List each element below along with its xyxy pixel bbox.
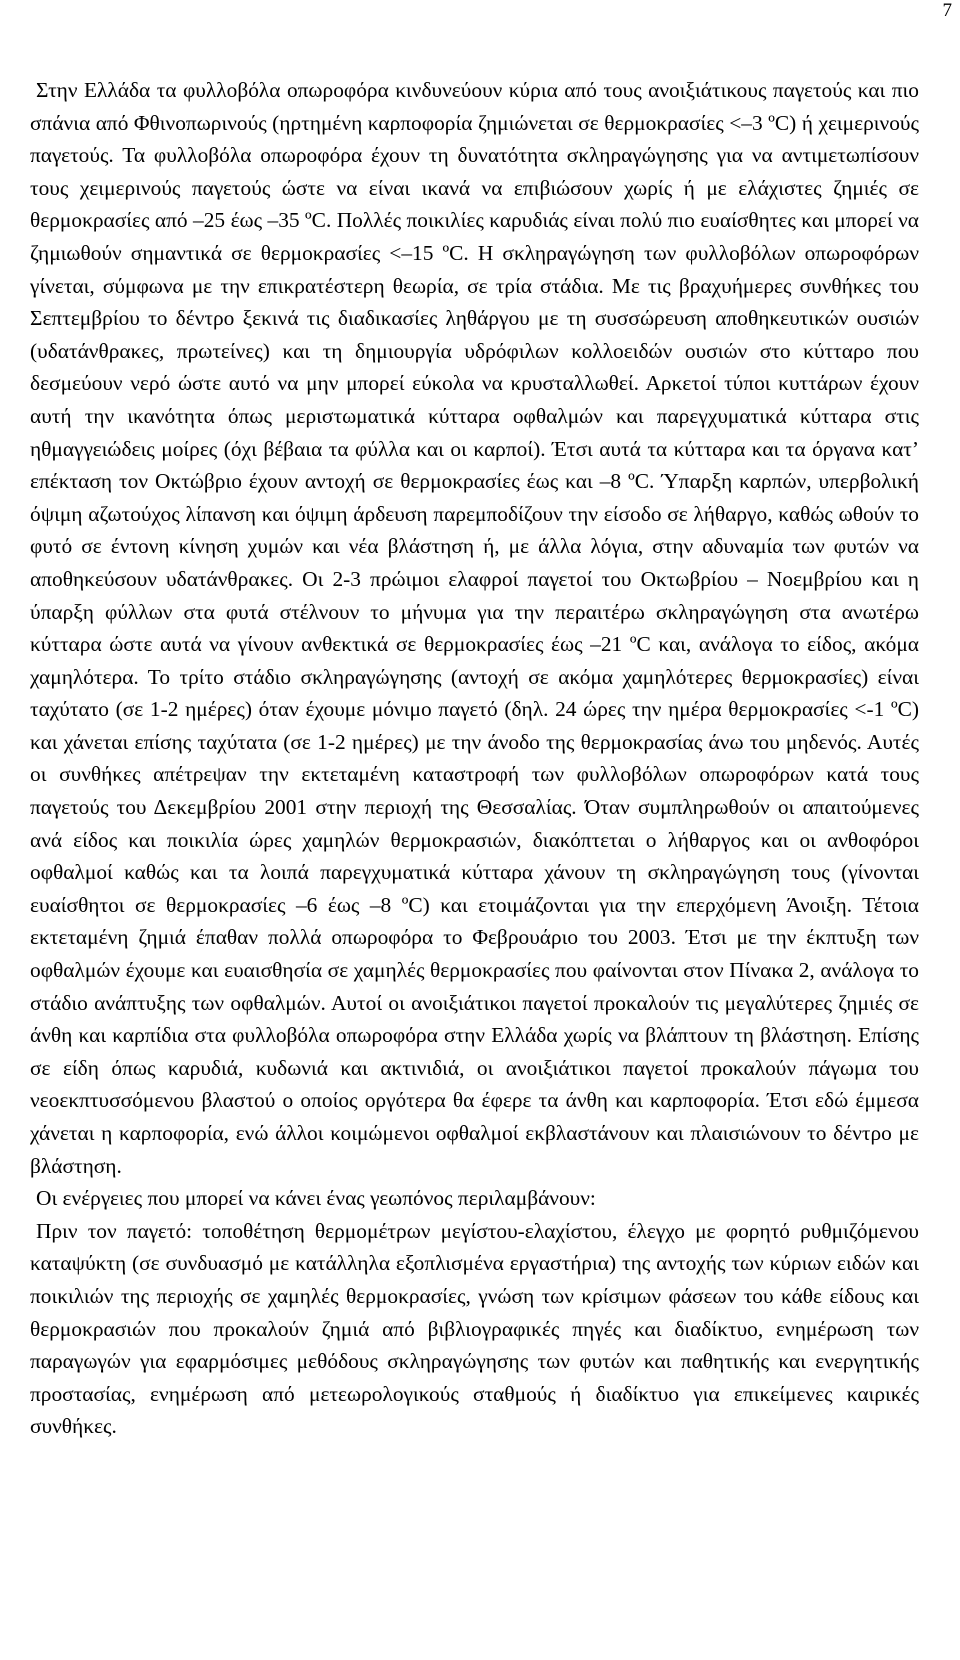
paragraph-before-frost: Πριν τον παγετό: τοποθέτηση θερμομέτρων μεγίστου-ελαχίστου, έλεγχο με φορητό ρυθμιζόμενου καταψύκτη (σε συνδυασμό με κατάλληλα εξοπλισμένα εργαστήρια) της αντοχής των κύριων ειδών και ποικιλιών της περιοχής σε χαμηλές θερμοκρασίες, γνώση των κρίσιμων φάσεων του κάθε είδους και θερμοκρασιών που προκαλούν ζημιά από βιβλιογραφικές πηγές και διαδίκτυο, ενημέρωση των παραγωγών για εφαρμόσιμες μεθόδους σκληραγώγησης των φυτών και παθητικής και ενεργητικής προστασίας, ενημέρωση από μετεωρολογικούς σταθμούς ή διαδίκτυο για επικείμενες καιρικές συνθήκες. — [30, 1218, 919, 1439]
paragraph-agronomist-actions-intro: Οι ενέργειες που μπορεί να κάνει ένας γεωπόνος περιλαμβάνουν: — [36, 1186, 596, 1211]
document-body — [30, 74, 919, 1443]
paragraph-frost-hardening: Στην Ελλάδα τα φυλλοβόλα οπωροφόρα κινδυνεύουν κύρια από τους ανοιξιάτικους παγετούς και πιο σπάνια από Φθινοπωρινούς (ηρτημένη καρποφορία ζημιώνεται σε θερμοκρασίες <–3 ºC) ή χειμερινούς παγετούς. Τα φυλλοβόλα οπωροφόρα έχουν τη δυνατότητα σκληραγώγησης για να αντιμετωπίσουν τους χειμερινούς παγετούς ώστε να είναι ικανά να επιβιώσουν χωρίς ή με ελάχιστες ζημιές σε θερμοκρασίες από –25 έως –35 ºC. Πολλές ποικιλίες καρυδιάς είναι πολύ πιο ευαίσθητες και μπορεί να ζημιωθούν σημαντικά σε θερμοκρασίες <–15 ºC. Η σκληραγώγηση των φυλλοβόλων οπωροφόρων γίνεται, σύμφωνα με την επικρατέστερη θεωρία, σε τρία στάδια. Με τις βραχυήμερες συνθήκες του Σεπτεμβρίου το δέντρο ξεκινά τις διαδικασίες ληθάργου με τη συσσώρευση αποθηκευτικών ουσιών (υδατάνθρακες, πρωτείνες) και τη δημιουργία υδρόφιλων κολλοειδών ουσιών στο κύτταρο που δεσμεύουν νερό ώστε αυτό να μην μπορεί εύκολα να κρυσταλλωθεί. Αρκετοί τύποι κυττάρων έχουν αυτή την ικανότητα όπως μεριστωματικά κύτταρα οφθαλμών και παρεγχυματικά κύτταρα στις ηθμαγγειώδεις μοίρες (όχι βέβαια τα φύλλα και οι καρποί). Έτσι αυτά τα κύτταρα και τα όργανα κατ’ επέκταση τον Οκτώβριο έχουν αντοχή σε θερμοκρασίες έως και –8 ºC. Ύπαρξη καρπών, υπερβολική όψιμη αζωτούχος λίπανση και όψιμη άρδευση παρεμποδίζουν την είσοδο σε λήθαργο, καθώς ωθούν το φυτό σε έντονη κίνηση χυμών και νέα βλάστηση ή, με άλλα λόγια, στην αδυναμία των φυτών να αποθηκεύσουν υδατάνθρακες. Οι 2-3 πρώιμοι ελαφροί παγετοί του Οκτωβρίου – Νοεμβρίου και η ύπαρξη φύλλων στα φυτά στέλνουν το μήνυμα για την περαιτέρω σκληραγώγηση στα ανωτέρω κύτταρα ώστε αυτά να γίνουν ανθεκτικά σε θερμοκρασίες έως –21 ºC και, ανάλογα το είδος, ακόμα χαμηλότερα. Το τρίτο στάδιο σκληραγώγησης (αντοχή σε ακόμα χαμηλότερες θερμοκρασίες) είναι ταχύτατο (σε 1-2 ημέρες) όταν έχουμε μόνιμο παγετό (δηλ. 24 ώρες την ημέρα θερμοκρασίες <-1 ºC) και χάνεται επίσης ταχύτατα (σε 1-2 ημέρες) με την άνοδο της θερμοκρασίας άνω του μηδενός. Αυτές οι συνθήκες απέτρεψαν την εκτεταμένη καταστροφή των φυλλοβόλων οπωροφόρων κατά τους παγετούς του Δεκεμβρίου 2001 στην περιοχή της Θεσσαλίας. Όταν συμπληρωθούν οι απαιτούμενες ανά είδος και ποικιλία ώρες χαμηλών θερμοκρασιών, διακόπτεται ο λήθαργος και οι ανθοφόροι οφθαλμοί καθώς και τα λοιπά παρεγχυματικά κύτταρα χάνουν τη σκληραγώγηση τους (γίνονται ευαίσθητοι σε θερμοκρασίες –6 έως –8 ºC) και ετοιμάζονται για την επερχόμενη Άνοιξη. Τέτοια εκτεταμένη ζημιά έπαθαν πολλά οπωροφόρα το Φεβρουάριο του 2003. Έτσι με την έκπτυξη των οφθαλμών έχουμε και ευαισθησία σε χαμηλές θερμοκρασίες που φαίνονται στον Πίνακα 2, ανάλογα το στάδιο ανάπτυξης των οφθαλμών. Αυτοί οι ανοιξιάτικοι παγετοί προκαλούν τις μεγαλύτερες ζημιές σε άνθη και καρπίδια στα φυλλοβόλα οπωροφόρα στην Ελλάδα χωρίς να βλάπτουν τη βλάστηση. Επίσης σε είδη όπως καρυδιά, κυδωνιά και ακτινιδιά, οι ανοιξιάτικοι παγετοί προκαλούν πάγωμα του νεοεκπτυσσόμενου βλαστού ο οποίος οργότερα θα έφερε τα άνθη και καρποφορία. Έτσι εδώ έμμεσα χάνεται η καρποφορία, ενώ άλλοι κοιμώμενοι οφθαλμοί εκβλαστάνουν και πλαισιώνουν το δέντρο με βλάστηση. — [30, 78, 919, 1178]
page-number: 7 — [942, 0, 952, 21]
